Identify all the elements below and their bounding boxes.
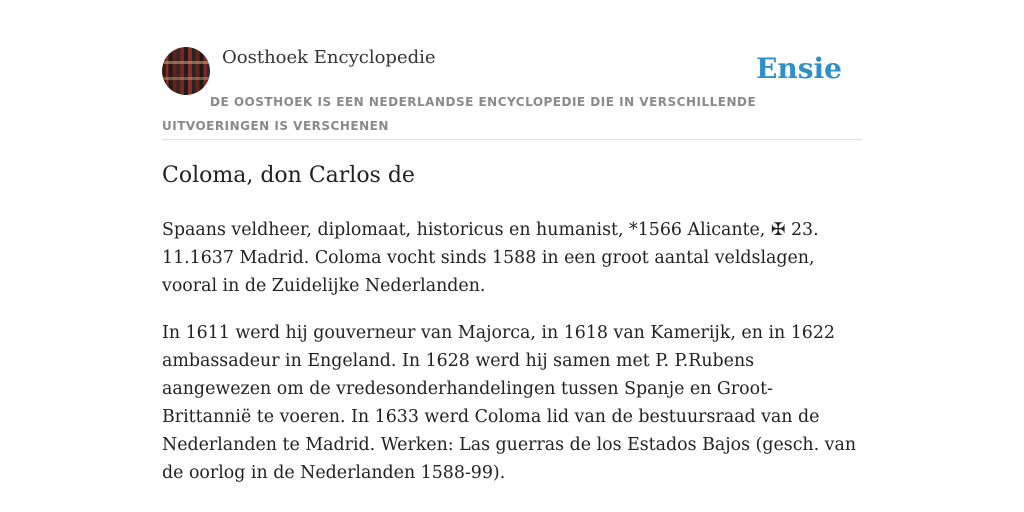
ensie-logo-link[interactable]: Ensie bbox=[756, 52, 842, 85]
entry-paragraph: In 1611 werd hij gouverneur van Majorca, in 1618 van Kamerijk, en in 1622 ambassadeur in Engeland. In 1628 werd hij samen met P. P.Rubens aangewezen om de vredesonderhandelingen tussen Spanje en Groot-Brittannië te voeren. In 1633 werd Coloma lid van de bestuursraad van de Nederlanden te Madrid. Werken: Las guerras de los Estados Bajos (gesch. van de oorlog in de Nederlanden 1588-99). bbox=[162, 323, 857, 483]
entry-paragraph: Spaans veldheer, diplomaat, historicus en humanist, *1566 Alicante, ✠ 23. 11.1637 Madrid. Coloma vocht sinds 1588 in een groot aantal veldslagen, vooral in de Zuidelijke Nederlanden. bbox=[162, 220, 819, 296]
site-tagline: DE OOSTHOEK IS EEN NEDERLANDSE ENCYCLOPEDIE DIE IN VERSCHILLENDE UITVOERINGEN IS VERSCHENEN bbox=[162, 95, 757, 133]
header-divider bbox=[162, 139, 862, 140]
entry-title: Coloma, don Carlos de bbox=[162, 163, 415, 188]
entry-body bbox=[162, 216, 862, 506]
encyclopedia-books-icon[interactable] bbox=[162, 47, 210, 95]
site-title[interactable]: Oosthoek Encyclopedie bbox=[222, 47, 436, 68]
